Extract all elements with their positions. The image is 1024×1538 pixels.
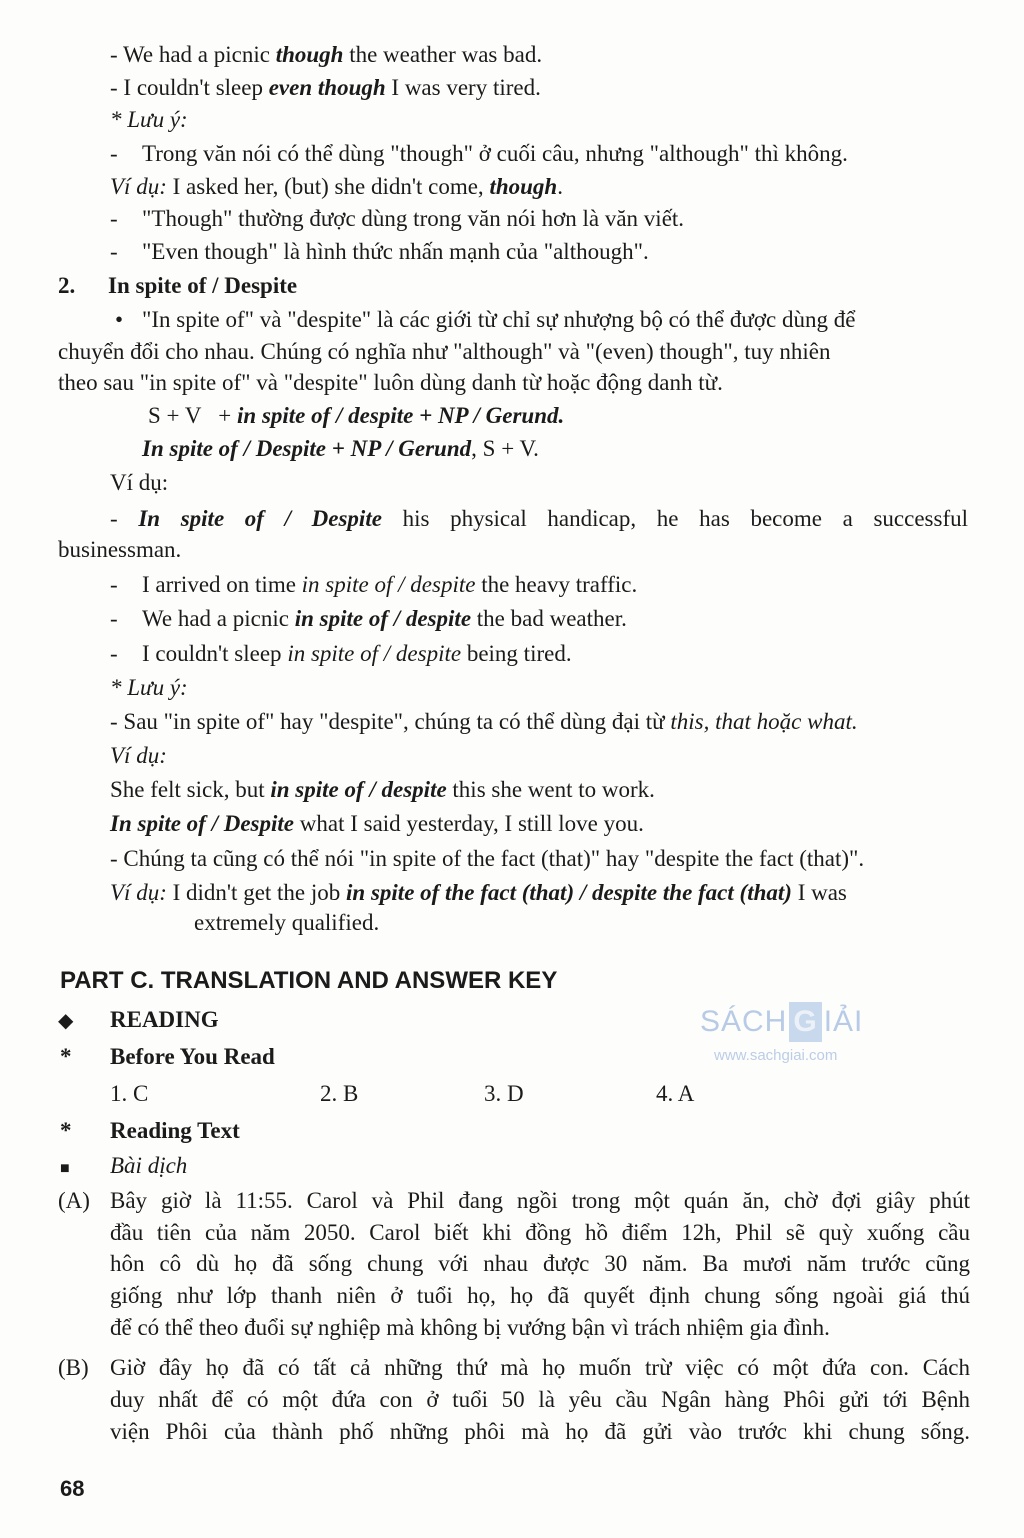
example-text: We had a picnic	[142, 606, 295, 631]
bullet-icon: •	[115, 307, 124, 332]
section-title: In spite of / Despite	[108, 273, 298, 298]
paragraph-line: để có thể theo đuổi sự nghiệp mà không bị vướng bận vì trách nhiệm gia đình.	[110, 1315, 830, 1340]
example-label: Ví dụ:	[110, 880, 167, 905]
answer-item: 1. C	[110, 1081, 149, 1106]
note-line	[110, 707, 858, 737]
dash: -	[110, 506, 118, 531]
paragraph-label: (B)	[58, 1355, 89, 1380]
bullet-text: "Even though" là hình thức nhấn mạnh của "although".	[142, 239, 649, 264]
watermark-url: www.sachgiai.com	[714, 1047, 838, 1064]
note-label: * Lưu ý:	[110, 107, 188, 132]
example-line	[110, 570, 637, 600]
example-emphasis: in spite of / despite	[301, 572, 476, 597]
section-number: 2.	[58, 273, 76, 298]
example-text: I arrived on time	[142, 572, 302, 597]
dash: -	[110, 606, 118, 631]
paragraph-line: chuyển đổi cho nhau. Chúng có nghĩa như "although" và "(even) though", tuy nhiên	[58, 339, 831, 364]
answer-item: 3. D	[484, 1081, 524, 1106]
note-item	[110, 139, 848, 169]
formula-line	[148, 401, 564, 431]
paragraph-line	[115, 305, 855, 335]
example-label: Ví dụ:	[110, 470, 169, 495]
example-emphasis: in spite of the fact (that) / despite the fact (that)	[346, 880, 792, 905]
note-text: Trong văn nói có thể dùng "though" ở cuối câu, nhưng "although" thì không.	[142, 141, 848, 166]
example-text: I was	[791, 880, 847, 905]
bullet-item	[110, 237, 649, 267]
watermark-logo-icon: G	[789, 1002, 821, 1042]
watermark	[700, 1002, 970, 1074]
page-number: 68	[60, 1476, 85, 1501]
example-line	[110, 40, 542, 70]
section-heading	[58, 271, 297, 301]
paragraph-line: Bây giờ là 11:55. Carol và Phil đang ngồi trong một quán ăn, chờ đợi giây phút	[110, 1188, 970, 1213]
answer-item: 2. B	[320, 1081, 359, 1106]
paragraph-line: viện Phôi của thành phố những phôi mà họ đã gửi vào trước khi chung sống.	[110, 1419, 970, 1444]
formula-emphasis: In spite of / Despite + NP / Gerund	[142, 436, 472, 461]
example-text: - We had a picnic	[110, 42, 276, 67]
example-text: I couldn't sleep	[142, 641, 288, 666]
example-text: this she went to work.	[446, 777, 655, 802]
example-emphasis: even though	[268, 75, 386, 100]
example-text: I didn't get the job	[166, 880, 347, 905]
example-label: Ví dụ:	[110, 174, 167, 199]
square-icon: ■	[60, 1160, 70, 1177]
subheading-text: Reading Text	[110, 1118, 240, 1143]
subheading-text: READING	[110, 1007, 219, 1032]
dash: -	[110, 641, 118, 666]
subheading-before-you-read	[60, 1042, 275, 1072]
subheading-translation	[60, 1151, 187, 1184]
example-line	[110, 639, 572, 669]
example-text: I asked her, (but) she didn't come,	[166, 174, 490, 199]
dash: -	[110, 206, 118, 231]
example-text: the bad weather.	[471, 606, 627, 631]
paragraph-line: Giờ đây họ đã có tất cả những thứ mà họ muốn trừ việc có một đứa con. Cách	[110, 1355, 970, 1380]
example-line	[110, 73, 541, 103]
example-text: the heavy traffic.	[475, 572, 638, 597]
watermark-brand	[700, 1002, 863, 1042]
paragraph-line: giống như lớp thanh niên ở tuổi họ, họ đã quyết định chung sống ngoài giá thú	[110, 1283, 970, 1308]
example-line	[110, 604, 627, 634]
example-line	[110, 172, 563, 202]
note-label: * Lưu ý:	[110, 675, 188, 700]
example-line-continued: businessman.	[58, 537, 182, 562]
example-text: She felt sick, but	[110, 777, 271, 802]
example-emphasis: In spite of / Despite	[138, 506, 382, 531]
example-emphasis: In spite of / Despite	[110, 811, 294, 836]
bullet-item	[110, 204, 684, 234]
example-emphasis: though	[489, 174, 558, 199]
example-emphasis: in spite of / despite	[270, 777, 447, 802]
paragraph-line: theo sau "in spite of" và "despite" luôn dùng danh từ hoặc động danh từ.	[58, 370, 723, 395]
answer-item: 4. A	[656, 1081, 695, 1106]
example-text: what I said yesterday, I still love you.	[294, 811, 644, 836]
bullet-text: "Though" thường được dùng trong văn nói hơn là văn viết.	[142, 206, 685, 231]
example-text: I was very tired.	[385, 75, 541, 100]
subheading-text: Before You Read	[110, 1044, 275, 1069]
paragraph-text: "In spite of" và "despite" là các giới từ chỉ sự nhượng bộ có thể được dùng để	[142, 307, 856, 332]
example-label: Ví dụ:	[110, 743, 167, 768]
example-emphasis: in spite of / despite	[294, 606, 472, 631]
subheading-reading-text	[60, 1116, 240, 1146]
example-text: being tired.	[461, 641, 572, 666]
watermark-text: IẢI	[823, 1005, 864, 1038]
paragraph-line: hôn cô dù họ đã sống chung với nhau được 30 năm. Ba mươi năm trước cũng	[110, 1251, 970, 1276]
watermark-text: SÁCH	[700, 1005, 788, 1038]
example-text: - I couldn't sleep	[110, 75, 269, 100]
example-line	[110, 809, 644, 839]
example-emphasis: though	[275, 42, 344, 67]
example-text: .	[557, 174, 563, 199]
star-icon: *	[60, 1044, 72, 1069]
diamond-icon: ◆	[58, 1010, 74, 1032]
example-text: the weather was bad.	[343, 42, 543, 67]
example-line	[110, 878, 847, 908]
part-heading: PART C. TRANSLATION AND ANSWER KEY	[60, 967, 558, 994]
dash: -	[110, 239, 118, 264]
subheading-reading	[58, 1005, 219, 1036]
formula-text: S + V +	[148, 403, 238, 428]
paragraph-line: duy nhất để có một đứa con ở tuổi 50 là yêu cầu Ngân hàng Phôi gửi tới Bệnh	[110, 1387, 970, 1412]
example-line	[110, 504, 968, 534]
dash: -	[110, 141, 118, 166]
answer-row	[110, 1079, 730, 1109]
paragraph-label: (A)	[58, 1188, 90, 1213]
example-line-continued: extremely qualified.	[194, 910, 380, 935]
formula-emphasis: in spite of / despite + NP / Gerund.	[237, 403, 565, 428]
note-text: - Sau "in spite of" hay "despite", chúng ta có thể dùng đại từ	[110, 709, 671, 734]
example-text: his physical handicap, he has become a successful	[381, 506, 968, 531]
formula-text: , S + V.	[471, 436, 539, 461]
subheading-text: Bài dịch	[110, 1153, 188, 1178]
example-emphasis: in spite of / despite	[287, 641, 462, 666]
dash: -	[110, 572, 118, 597]
formula-line	[142, 434, 539, 464]
star-icon: *	[60, 1118, 72, 1143]
paragraph-line: đầu tiên của năm 2050. Carol biết khi đồng hồ điểm 12h, Phil sẽ quỳ xuống cầu	[110, 1220, 970, 1245]
note-line: - Chúng ta cũng có thể nói "in spite of the fact (that)" hay "despite the fact (that)".	[110, 846, 865, 871]
example-line	[110, 775, 655, 805]
note-emphasis: this, that hoặc what.	[670, 709, 858, 734]
